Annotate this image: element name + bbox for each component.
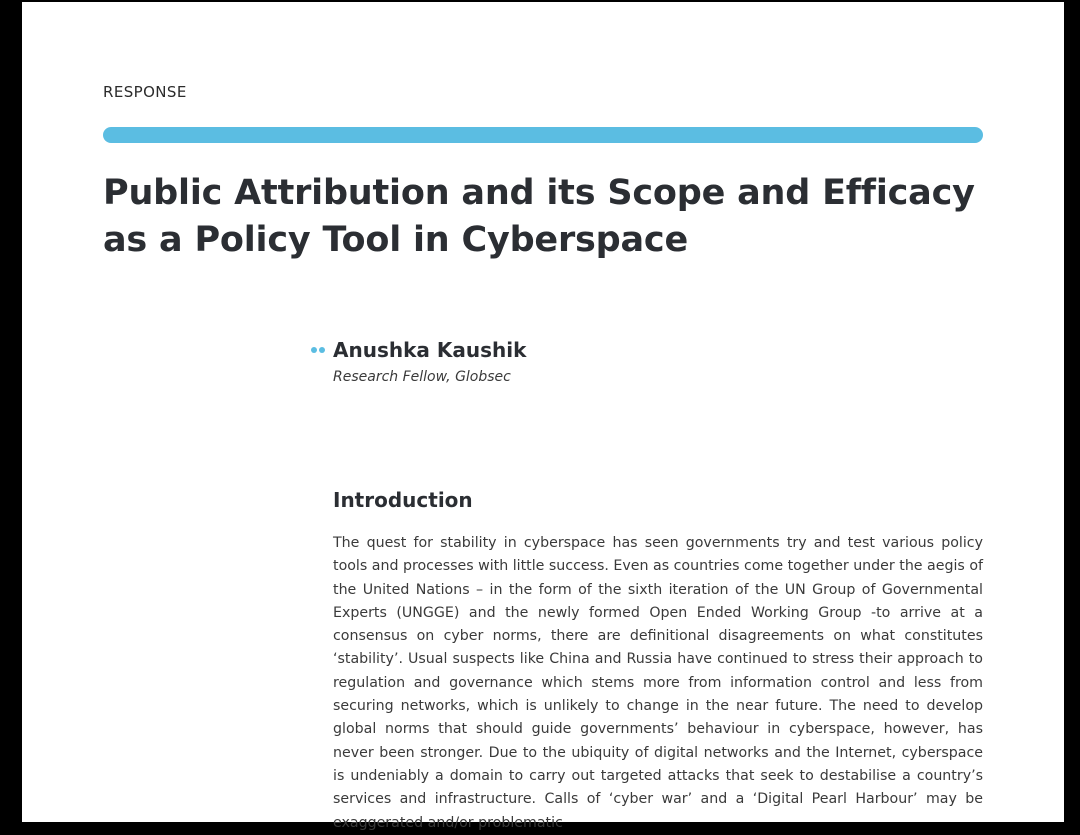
author-bullet-icon [311, 347, 329, 355]
article-title: Public Attribution and its Scope and Efficacy as a Policy Tool in Cyberspace [103, 173, 975, 260]
author-role: Research Fellow, Globsec [333, 369, 511, 385]
introduction-heading: Introduction [333, 488, 473, 512]
introduction-paragraph: The quest for stability in cyberspace has seen governments try and test various policy tools and processes with little success. Even as countries come together under the aegis of the United Nations – in the form of the sixth iteration of the UN Group of Governmental Experts (UNGGE) and the newly formed Open Ended Working Group -to arrive at a consensus on cyber norms, there are definitional disagreements on what constitutes ‘stability’. Usual suspects like China and Russia have continued to stress their approach to regulation and governance which stems more from information control and less from securing networks, which is unlikely to change in the near future. The need to develop global norms that should guide governments’ behaviour in cyberspace, however, has never been stronger. Due to the ubiquity of digital networks and the Internet, cyberspace is undeniably a domain to carry out targeted attacks that seek to destabilise a country’s services and infrastructure. Calls of ‘cyber war’ and a ‘Digital Pearl Harbour’ may be exaggerated and/or problematic [333, 535, 983, 831]
author-name: Anushka Kaushik [333, 338, 527, 362]
section-label: RESPONSE [103, 83, 187, 101]
accent-bar [103, 127, 983, 143]
document-page [22, 2, 1064, 831]
